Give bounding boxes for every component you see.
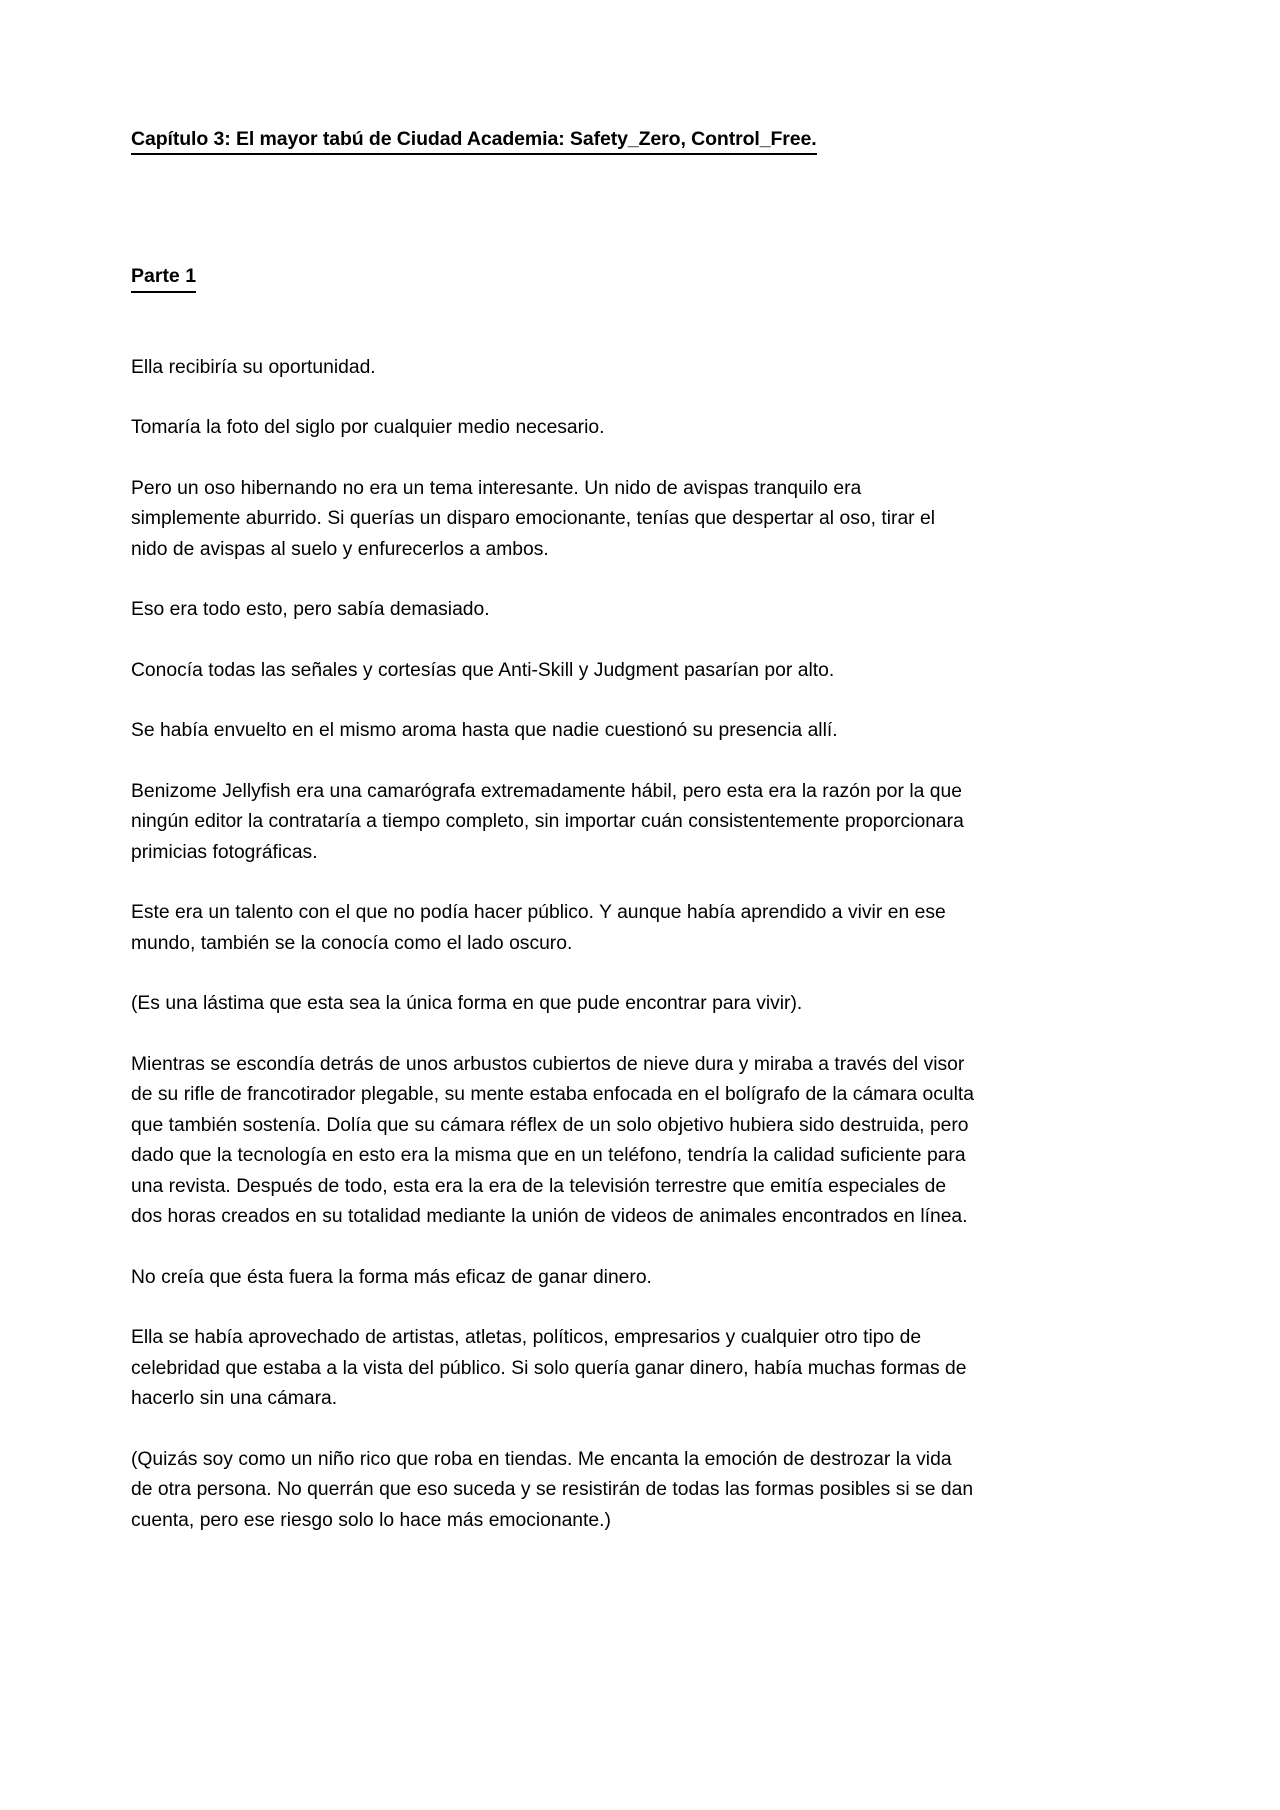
- paragraph: Se había envuelto en el mismo aroma hasta que nadie cuestionó su presencia allí.: [131, 720, 838, 742]
- paragraph: Este era un talento con el que no podía hacer público. Y aunque había aprendido a vivir en ese mundo, también se la conocía como el lado oscuro.: [131, 902, 946, 954]
- paragraph: Eso era todo esto, pero sabía demasiado.: [131, 599, 490, 621]
- paragraph: Conocía todas las señales y cortesías que Anti-Skill y Judgment pasarían por alto.: [131, 659, 835, 681]
- paragraph: Ella se había aprovechado de artistas, atletas, políticos, empresarios y cualquier otro tipo de celebridad que estaba a la vista del público. Si solo quería ganar dinero, había muchas formas de hacerlo sin una cámara.: [131, 1327, 967, 1410]
- page-title: Capítulo 3: El mayor tabú de Ciudad Academia: Safety_Zero, Control_Free.: [131, 126, 817, 155]
- paragraph: (Quizás soy como un niño rico que roba en tiendas. Me encanta la emoción de destrozar la vida de otra persona. No querrán que eso suceda y se resistirán de todas las formas posibles si se dan cuenta, pero ese riesgo solo lo hace más emocionante.): [131, 1448, 974, 1531]
- section-heading: Parte 1: [131, 263, 196, 292]
- document-body: [131, 126, 976, 1536]
- paragraph: Benizome Jellyfish era una camarógrafa extremadamente hábil, pero esta era la razón por la que ningún editor la contrataría a tiempo completo, sin importar cuán consistentemente proporcionara primicias fotográficas.: [131, 780, 964, 863]
- paragraph: No creía que ésta fuera la forma más eficaz de ganar dinero.: [131, 1266, 652, 1288]
- paragraph: Mientras se escondía detrás de unos arbustos cubiertos de nieve dura y miraba a través del visor de su rifle de francotirador plegable, su mente estaba enfocada en el bolígrafo de la cámara oculta que también sostenía. Dolía que su cámara réflex de un solo objetivo hubiera sido destruida, pero dado que la tecnología en esto era la misma que en un teléfono, tendría la calidad suficiente para una revista. Después de todo, esta era la era de la televisión terrestre que emitía especiales de dos horas creados en su totalidad mediante la unión de videos de animales encontrados en línea.: [131, 1053, 975, 1228]
- document-title-container: [131, 126, 976, 155]
- section-heading-container: [131, 247, 976, 309]
- paragraph-list: [131, 353, 976, 1537]
- paragraph: (Es una lástima que esta sea la única forma en que pude encontrar para vivir).: [131, 993, 803, 1015]
- paragraph: Pero un oso hibernando no era un tema interesante. Un nido de avispas tranquilo era simplemente aburrido. Si querías un disparo emocionante, tenías que despertar al oso, tirar el nido de avispas al suelo y enfurecerlos a ambos.: [131, 477, 936, 560]
- paragraph: Ella recibiría su oportunidad.: [131, 356, 376, 378]
- paragraph: Tomaría la foto del siglo por cualquier medio necesario.: [131, 417, 605, 439]
